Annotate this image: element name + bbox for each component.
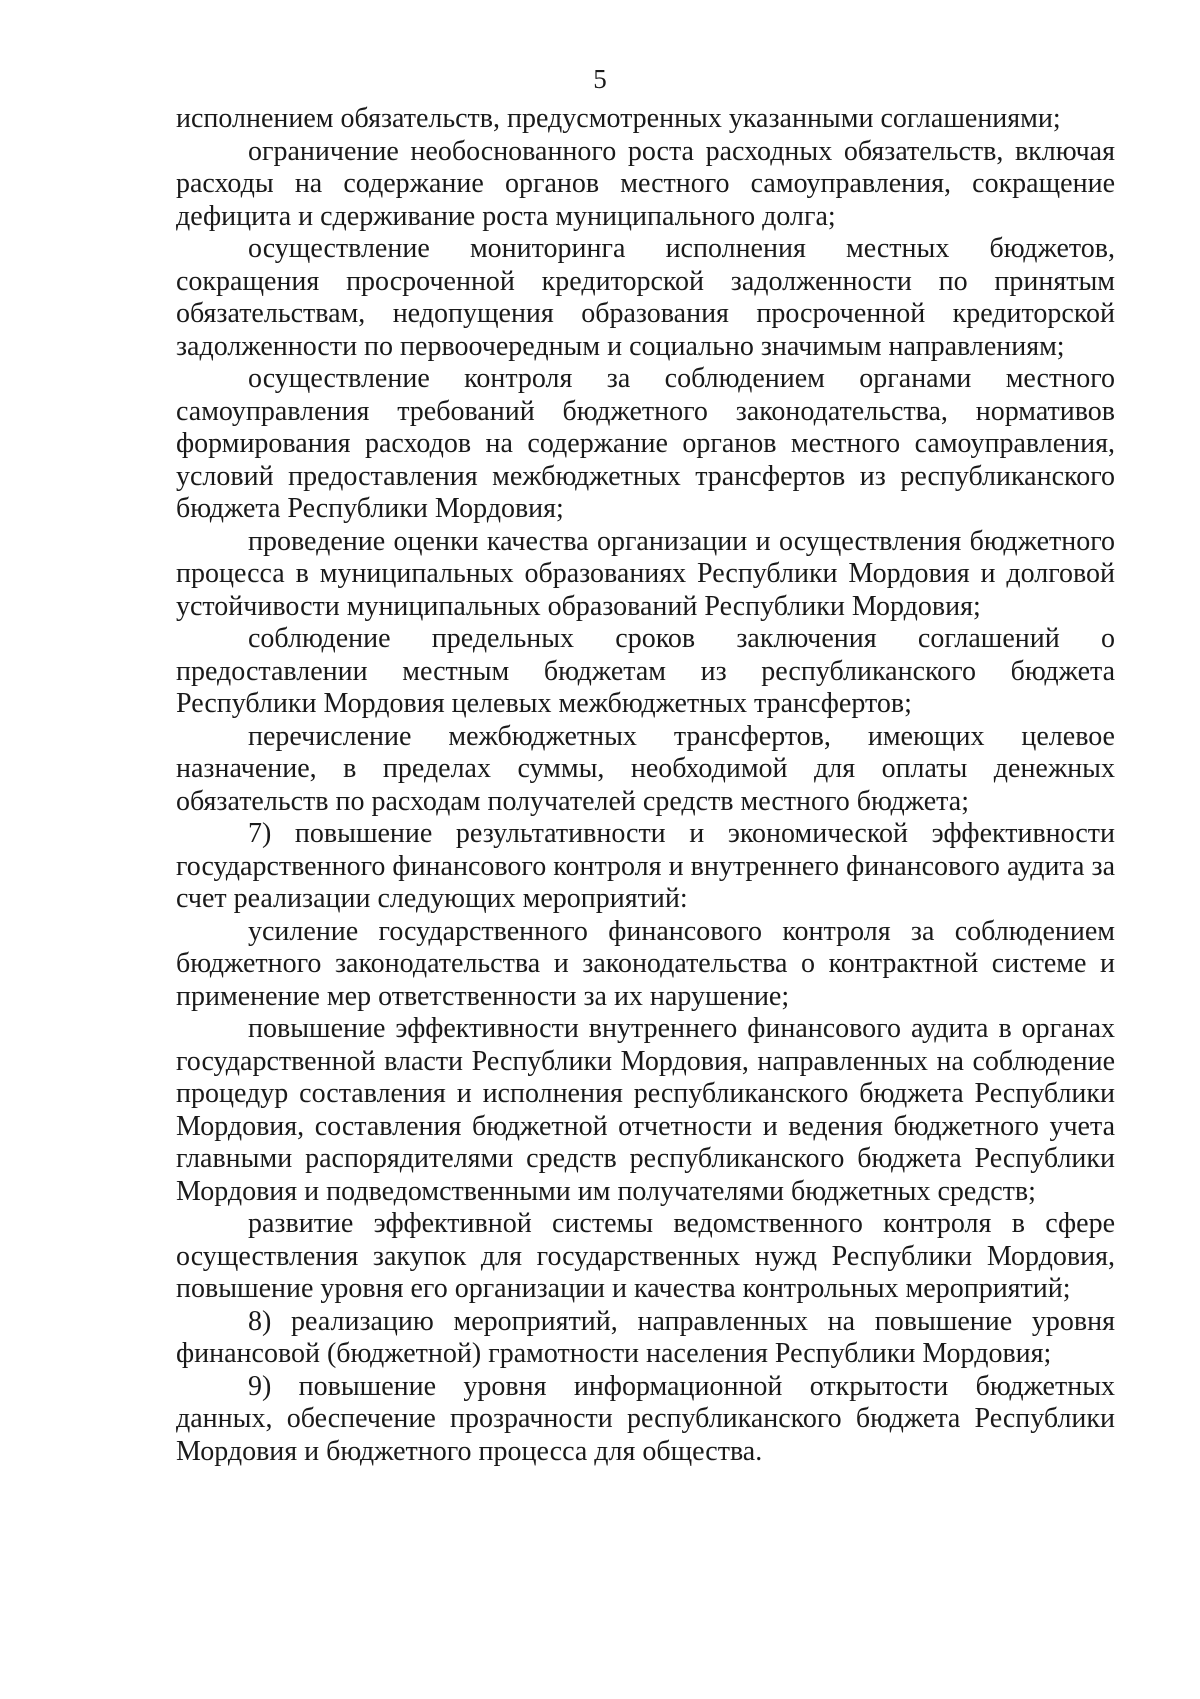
document-body <box>176 103 1115 1468</box>
paragraph: исполнением обязательств, предусмотренных указанными соглашениями; <box>176 103 1061 134</box>
paragraph: перечисление межбюджетных трансфертов, имеющих целевое назначение, в пределах суммы, необходимой для оплаты денежных обязательств по расходам получателей средств местного бюджета; <box>176 720 1115 817</box>
paragraph: проведение оценки качества организации и осуществления бюджетного процесса в муниципальных образованиях Республики Мордовия и долговой устойчивости муниципальных образований Республики Мордовия; <box>176 525 1115 622</box>
page-number: 5 <box>593 64 607 94</box>
paragraph: 7) повышение результативности и экономической эффективности государственного финансового контроля и внутреннего финансового аудита за счет реализации следующих мероприятий: <box>176 818 1115 914</box>
paragraph: ограничение необоснованного роста расходных обязательств, включая расходы на содержание органов местного самоуправления, сокращение дефицита и сдерживание роста муниципального долга; <box>176 135 1115 232</box>
paragraph: соблюдение предельных сроков заключения соглашений о предоставлении местным бюджетам из республиканского бюджета Республики Мордовия целевых межбюджетных трансфертов; <box>176 623 1115 719</box>
paragraph: усиление государственного финансового контроля за соблюдением бюджетного законодательства и законодательства о контрактной системе и применение мер ответственности за их нарушение; <box>176 915 1115 1012</box>
paragraph: повышение эффективности внутреннего финансового аудита в органах государственной власти Республики Мордовия, направленных на соблюдение процедур составления и исполнения республиканского бюджета Республики Мордовия, составления бюджетной отчетности и ведения бюджетного учета главными распорядителями средств республиканского бюджета Республики Мордовия и подведомственными им получателями бюджетных средств; <box>176 1013 1115 1207</box>
paragraph: развитие эффективной системы ведомственного контроля в сфере осуществления закупок для государственных нужд Республики Мордовия, повышение уровня его организации и качества контрольных мероприятий; <box>176 1208 1115 1304</box>
paragraph: 9) повышение уровня информационной открытости бюджетных данных, обеспечение прозрачности республиканского бюджета Республики Мордовия и бюджетного процесса для общества. <box>176 1370 1115 1467</box>
paragraph: осуществление контроля за соблюдением органами местного самоуправления требований бюджетного законодательства, нормативов формирования расходов на содержание органов местного самоуправления, условий предоставления межбюджетных трансфертов из республиканского бюджета Республики Мордовия; <box>176 363 1115 524</box>
paragraph: 8) реализацию мероприятий, направленных на повышение уровня финансовой (бюджетной) грамотности населения Республики Мордовия; <box>176 1305 1115 1369</box>
paragraph: осуществление мониторинга исполнения местных бюджетов, сокращения просроченной кредиторской задолженности по принятым обязательствам, недопущения образования просроченной кредиторской задолженности по первоочередным и социально значимым направлениям; <box>176 233 1115 362</box>
